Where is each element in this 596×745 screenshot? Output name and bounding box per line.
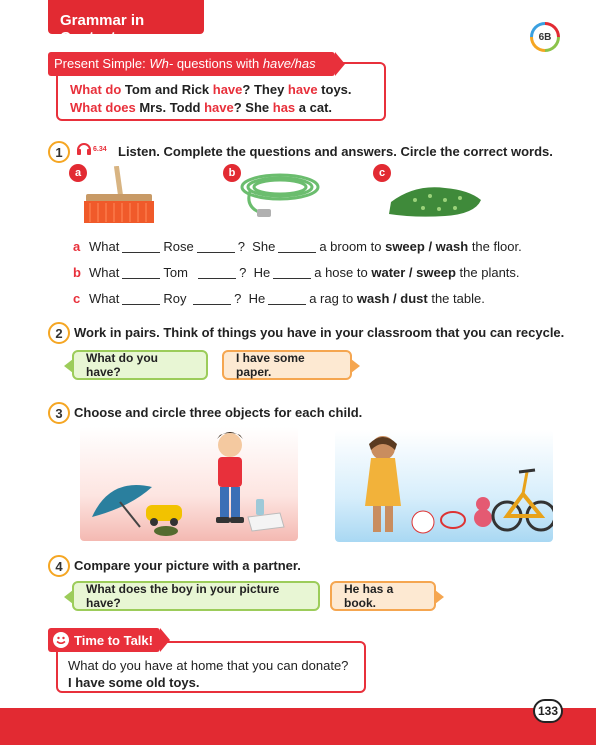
smiley-speech-icon (52, 631, 70, 649)
answer-blank[interactable] (193, 304, 231, 305)
talk-question: What do you have at home that you can donate? (68, 658, 349, 673)
girl-scene-illustration (335, 430, 553, 542)
grammar-label-verbs: have/has (262, 56, 316, 71)
grammar-example-1: What do Tom and Rick have? They have toys. (70, 82, 352, 97)
speech-bubble-question: What do you have? (72, 350, 208, 380)
speech-bubble-question: What does the boy in your picture have? (72, 581, 320, 611)
picture-letter: b (223, 164, 241, 182)
talk-answer: I have some old toys. (68, 675, 200, 690)
boy-scene-illustration (80, 427, 298, 541)
boy-picture (80, 427, 298, 541)
unit-badge (530, 22, 560, 52)
exercise-row: c What Roy ? He a rag to wash / dust the table. (73, 291, 485, 306)
time-to-talk-title: Time to Talk! (74, 632, 153, 648)
audio-track-number: 6.34 (93, 146, 107, 153)
section-title: Grammar in Context (48, 0, 204, 34)
answer-blank[interactable] (273, 278, 311, 279)
speech-bubble-answer: He has a book. (330, 581, 436, 611)
answer-blank[interactable] (278, 252, 316, 253)
exercise-instruction: Choose and circle three objects for each child. (74, 405, 363, 420)
time-to-talk-label (48, 628, 160, 652)
circle-choice[interactable]: water / sweep (371, 265, 456, 280)
answer-blank[interactable] (268, 304, 306, 305)
circle-choice[interactable]: wash / dust (356, 291, 428, 306)
hose-icon (235, 167, 325, 225)
exercise-instruction: Work in pairs. Think of things you have in your classroom that you can recycle. (74, 325, 565, 340)
answer-blank[interactable] (197, 252, 235, 253)
grammar-label-wh: Wh- (149, 56, 174, 71)
answer-blank[interactable] (122, 278, 160, 279)
rag-icon (385, 180, 485, 220)
exercise-instruction: Listen. Complete the questions and answers. Circle the correct words. (118, 144, 553, 159)
grammar-example-2: What does Mrs. Todd have? She has a cat. (70, 100, 333, 115)
exercise-number: 1 (48, 141, 70, 163)
exercise-number: 2 (48, 322, 70, 344)
exercise-number: 4 (48, 555, 70, 577)
exercise-instruction: Compare your picture with a partner. (74, 558, 301, 573)
unit-badge-label: 6B (533, 25, 557, 49)
grammar-label-mid: questions with (173, 56, 263, 71)
footer-bar (0, 708, 596, 745)
speech-bubble-answer: I have some paper. (222, 350, 352, 380)
page-number: 133 (533, 699, 563, 723)
exercise-row: b What Tom ? He a hose to water / sweep the plants. (73, 265, 520, 280)
grammar-label-prefix: Present Simple: (54, 56, 150, 71)
answer-blank[interactable] (198, 278, 236, 279)
circle-choice[interactable]: sweep / wash (385, 239, 469, 254)
headphones-icon (76, 141, 92, 155)
exercise-row: a What Rose ? She a broom to sweep / wash the floor. (73, 239, 522, 254)
girl-picture (335, 430, 553, 542)
broom-icon (78, 166, 160, 224)
picture-letter: c (373, 164, 391, 182)
grammar-label (48, 52, 335, 76)
answer-blank[interactable] (122, 252, 160, 253)
exercise-number: 3 (48, 402, 70, 424)
answer-blank[interactable] (122, 304, 160, 305)
picture-letter: a (69, 164, 87, 182)
